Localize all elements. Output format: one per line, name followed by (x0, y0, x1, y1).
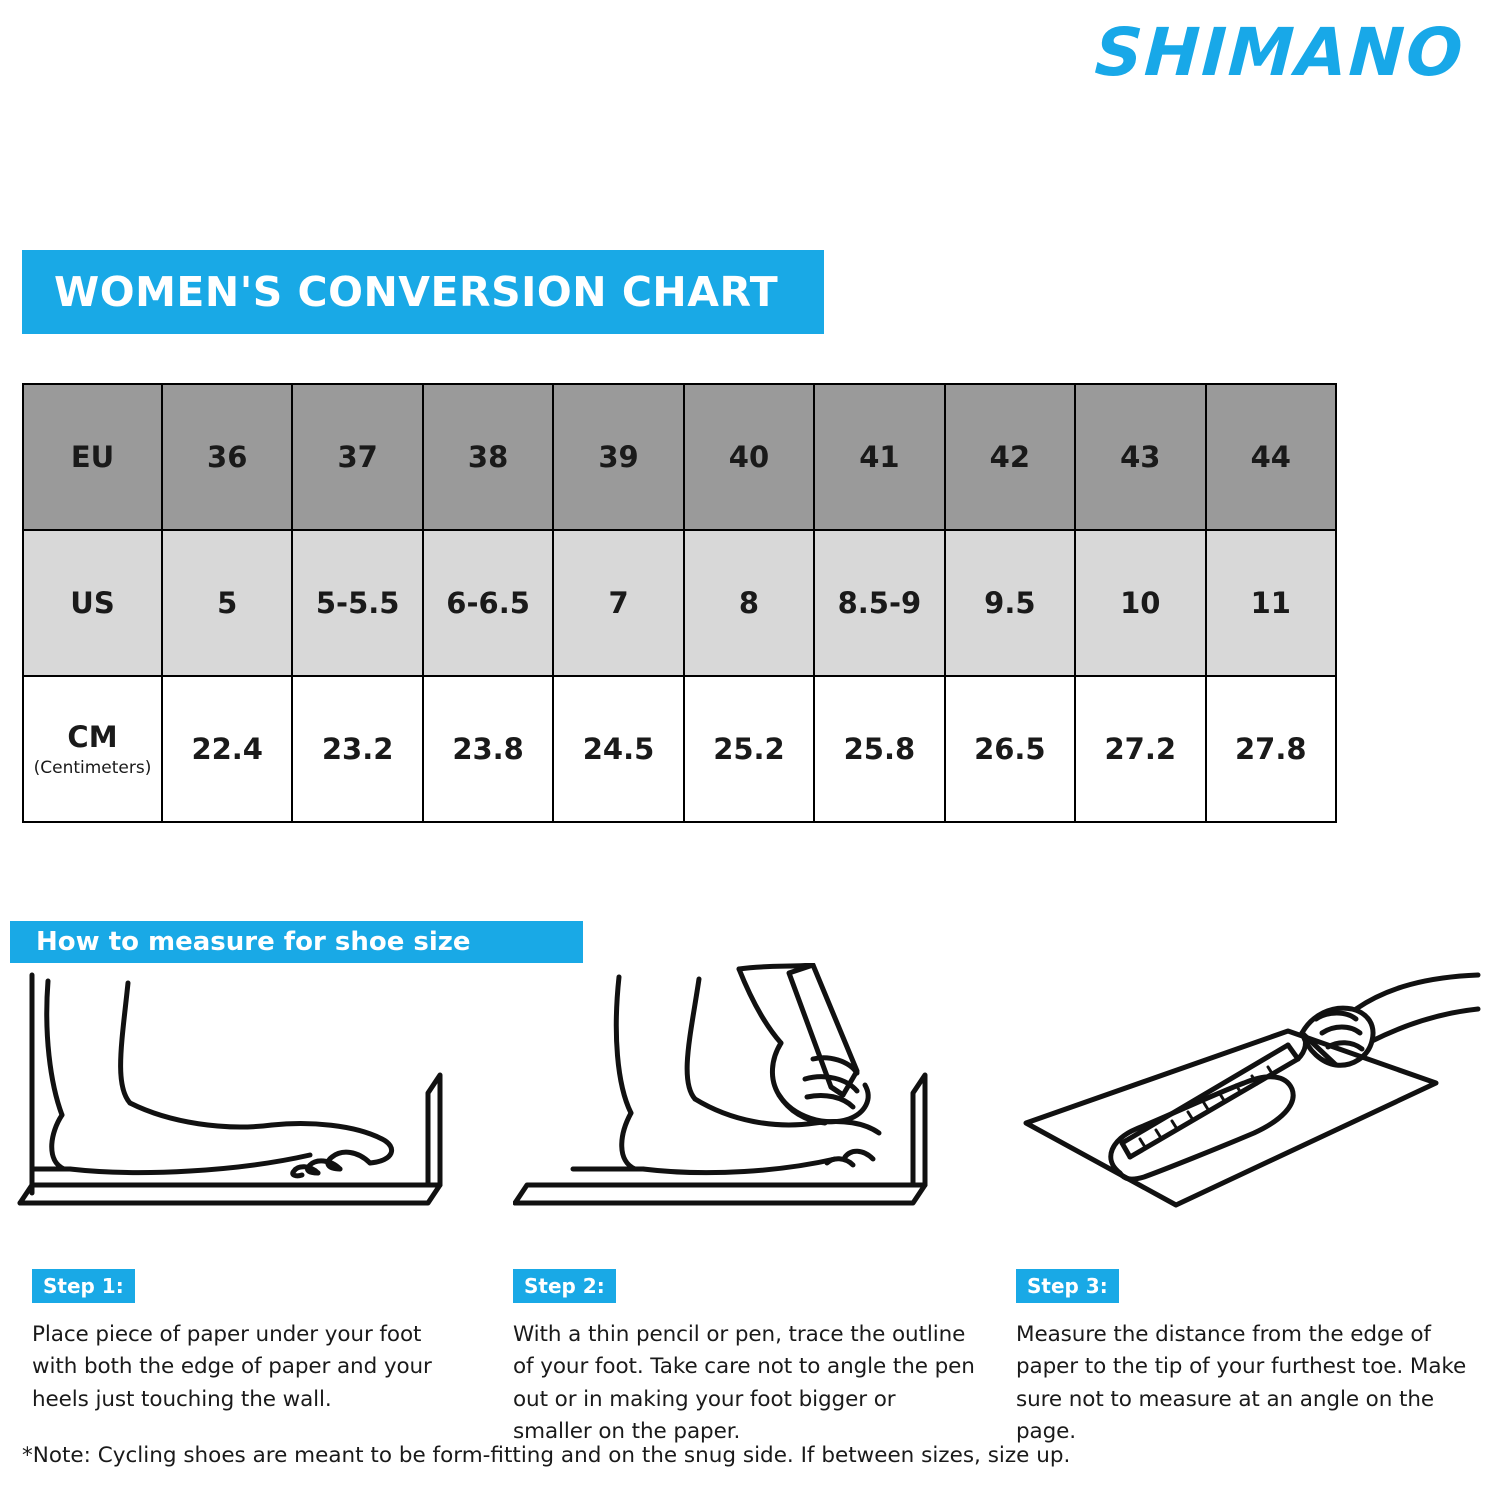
cell-cm-0: 22.4 (162, 676, 292, 822)
cell-eu-0: 36 (162, 384, 292, 530)
cell-eu-2: 38 (423, 384, 553, 530)
step-1 (10, 963, 475, 1448)
cell-cm-2: 23.8 (423, 676, 553, 822)
steps-container (10, 963, 1480, 1448)
cell-eu-7: 43 (1075, 384, 1205, 530)
row-label-cm-text: CM (67, 720, 118, 754)
cell-us-6: 9.5 (945, 530, 1075, 676)
row-label-eu: EU (23, 384, 162, 530)
step-3 (1016, 963, 1481, 1448)
step-3-text: Measure the distance from the edge of paper to the tip of your furthest toe. Make sure not to measure at an angle on the page. (1016, 1322, 1467, 1444)
cell-cm-5: 25.8 (814, 676, 944, 822)
cell-eu-6: 42 (945, 384, 1075, 530)
step-1-illustration (10, 963, 475, 1263)
cell-cm-7: 27.2 (1075, 676, 1205, 822)
cell-us-0: 5 (162, 530, 292, 676)
step-3-illustration (1016, 963, 1481, 1263)
step-2-tag: Step 2: (513, 1269, 616, 1303)
cell-us-3: 7 (553, 530, 683, 676)
step-1-tag: Step 1: (32, 1269, 135, 1303)
cell-eu-5: 41 (814, 384, 944, 530)
row-label-cm (23, 676, 162, 822)
step-2 (513, 963, 978, 1448)
step-2-text: With a thin pencil or pen, trace the outline of your foot. Take care not to angle the pen out or in making your foot bigger or smaller on the paper. (513, 1322, 975, 1444)
how-to-measure-heading: How to measure for shoe size (36, 927, 471, 957)
cell-us-2: 6-6.5 (423, 530, 553, 676)
step-3-tag: Step 3: (1016, 1269, 1119, 1303)
cell-cm-8: 27.8 (1206, 676, 1337, 822)
cell-us-7: 10 (1075, 530, 1205, 676)
row-label-us: US (23, 530, 162, 676)
size-conversion-table (22, 383, 1337, 823)
table-row (23, 676, 1336, 822)
cell-cm-3: 24.5 (553, 676, 683, 822)
cell-eu-4: 40 (684, 384, 814, 530)
step-1-text: Place piece of paper under your foot with both the edge of paper and your heels just touching the wall. (32, 1322, 432, 1412)
cell-eu-3: 39 (553, 384, 683, 530)
table-row (23, 530, 1336, 676)
cell-us-8: 11 (1206, 530, 1337, 676)
page-title: WOMEN'S CONVERSION CHART (54, 268, 779, 316)
cell-cm-4: 25.2 (684, 676, 814, 822)
cell-eu-8: 44 (1206, 384, 1337, 530)
row-label-cm-sub: (Centimeters) (33, 758, 152, 778)
shimano-logo: SHIMANO (1092, 14, 1467, 91)
page-title-banner (22, 250, 824, 334)
cell-eu-1: 37 (292, 384, 422, 530)
step-2-illustration (513, 963, 978, 1263)
cell-us-5: 8.5-9 (814, 530, 944, 676)
cell-cm-1: 23.2 (292, 676, 422, 822)
how-to-measure-banner (10, 921, 583, 963)
footnote: *Note: Cycling shoes are meant to be form-fitting and on the snug side. If between sizes, size up. (22, 1443, 1071, 1468)
table-row (23, 384, 1336, 530)
cell-us-1: 5-5.5 (292, 530, 422, 676)
cell-us-4: 8 (684, 530, 814, 676)
cell-cm-6: 26.5 (945, 676, 1075, 822)
